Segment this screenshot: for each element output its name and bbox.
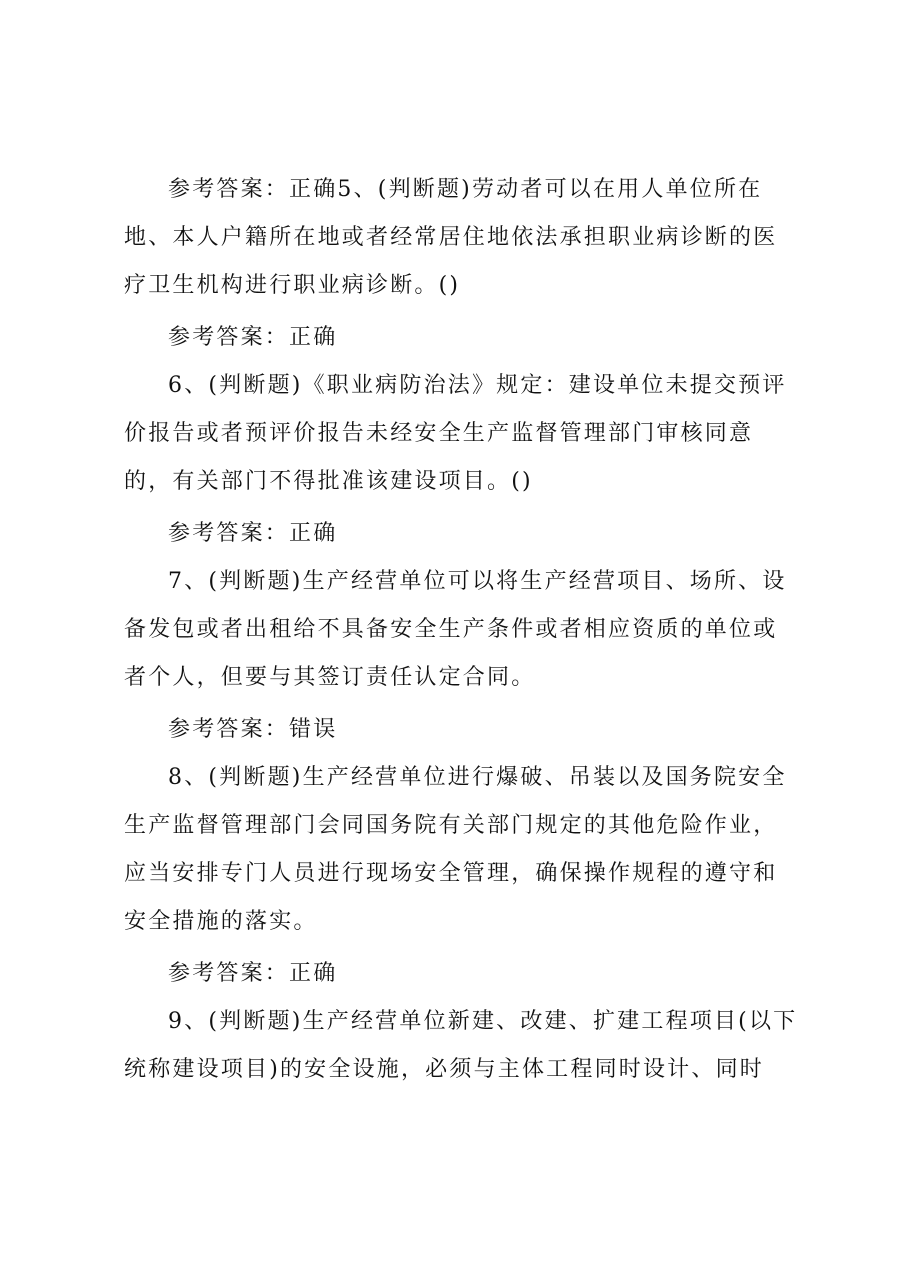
answer-5: 参考答案：正确 (168, 325, 338, 350)
question-9: 9、(判断题)生产经营单位新建、改建、扩建工程项目(以下统称建设项目)的安全设施，必须与主体工程同时设计、同时 (124, 1009, 798, 1082)
question-7: 7、(判断题)生产经营单位可以将生产经营项目、场所、设备发包或者出租给不具备安全生产条件或者相应资质的单位或者个人，但要与其签订责任认定合同。 (124, 569, 787, 690)
document-body (124, 166, 798, 1094)
answer-6: 参考答案：正确 (168, 521, 338, 546)
question-6: 6、(判断题)《职业病防治法》规定：建设单位未提交预评价报告或者预评价报告未经安全生产监督管理部门审核同意的，有关部门不得批准该建设项目。() (124, 373, 787, 494)
question-8: 8、(判断题)生产经营单位进行爆破、吊装以及国务院安全生产监督管理部门会同国务院有关部门规定的其他危险作业，应当安排专门人员进行现场安全管理，确保操作规程的遵守和安全措施的落实。 (124, 765, 787, 934)
answer-8: 参考答案：正确 (168, 961, 338, 986)
question-5: 参考答案：正确5、(判断题)劳动者可以在用人单位所在地、本人户籍所在地或者经常居住地依法承担职业病诊断的医疗卫生机构进行职业病诊断。() (124, 177, 778, 298)
answer-7: 参考答案：错误 (168, 717, 338, 742)
